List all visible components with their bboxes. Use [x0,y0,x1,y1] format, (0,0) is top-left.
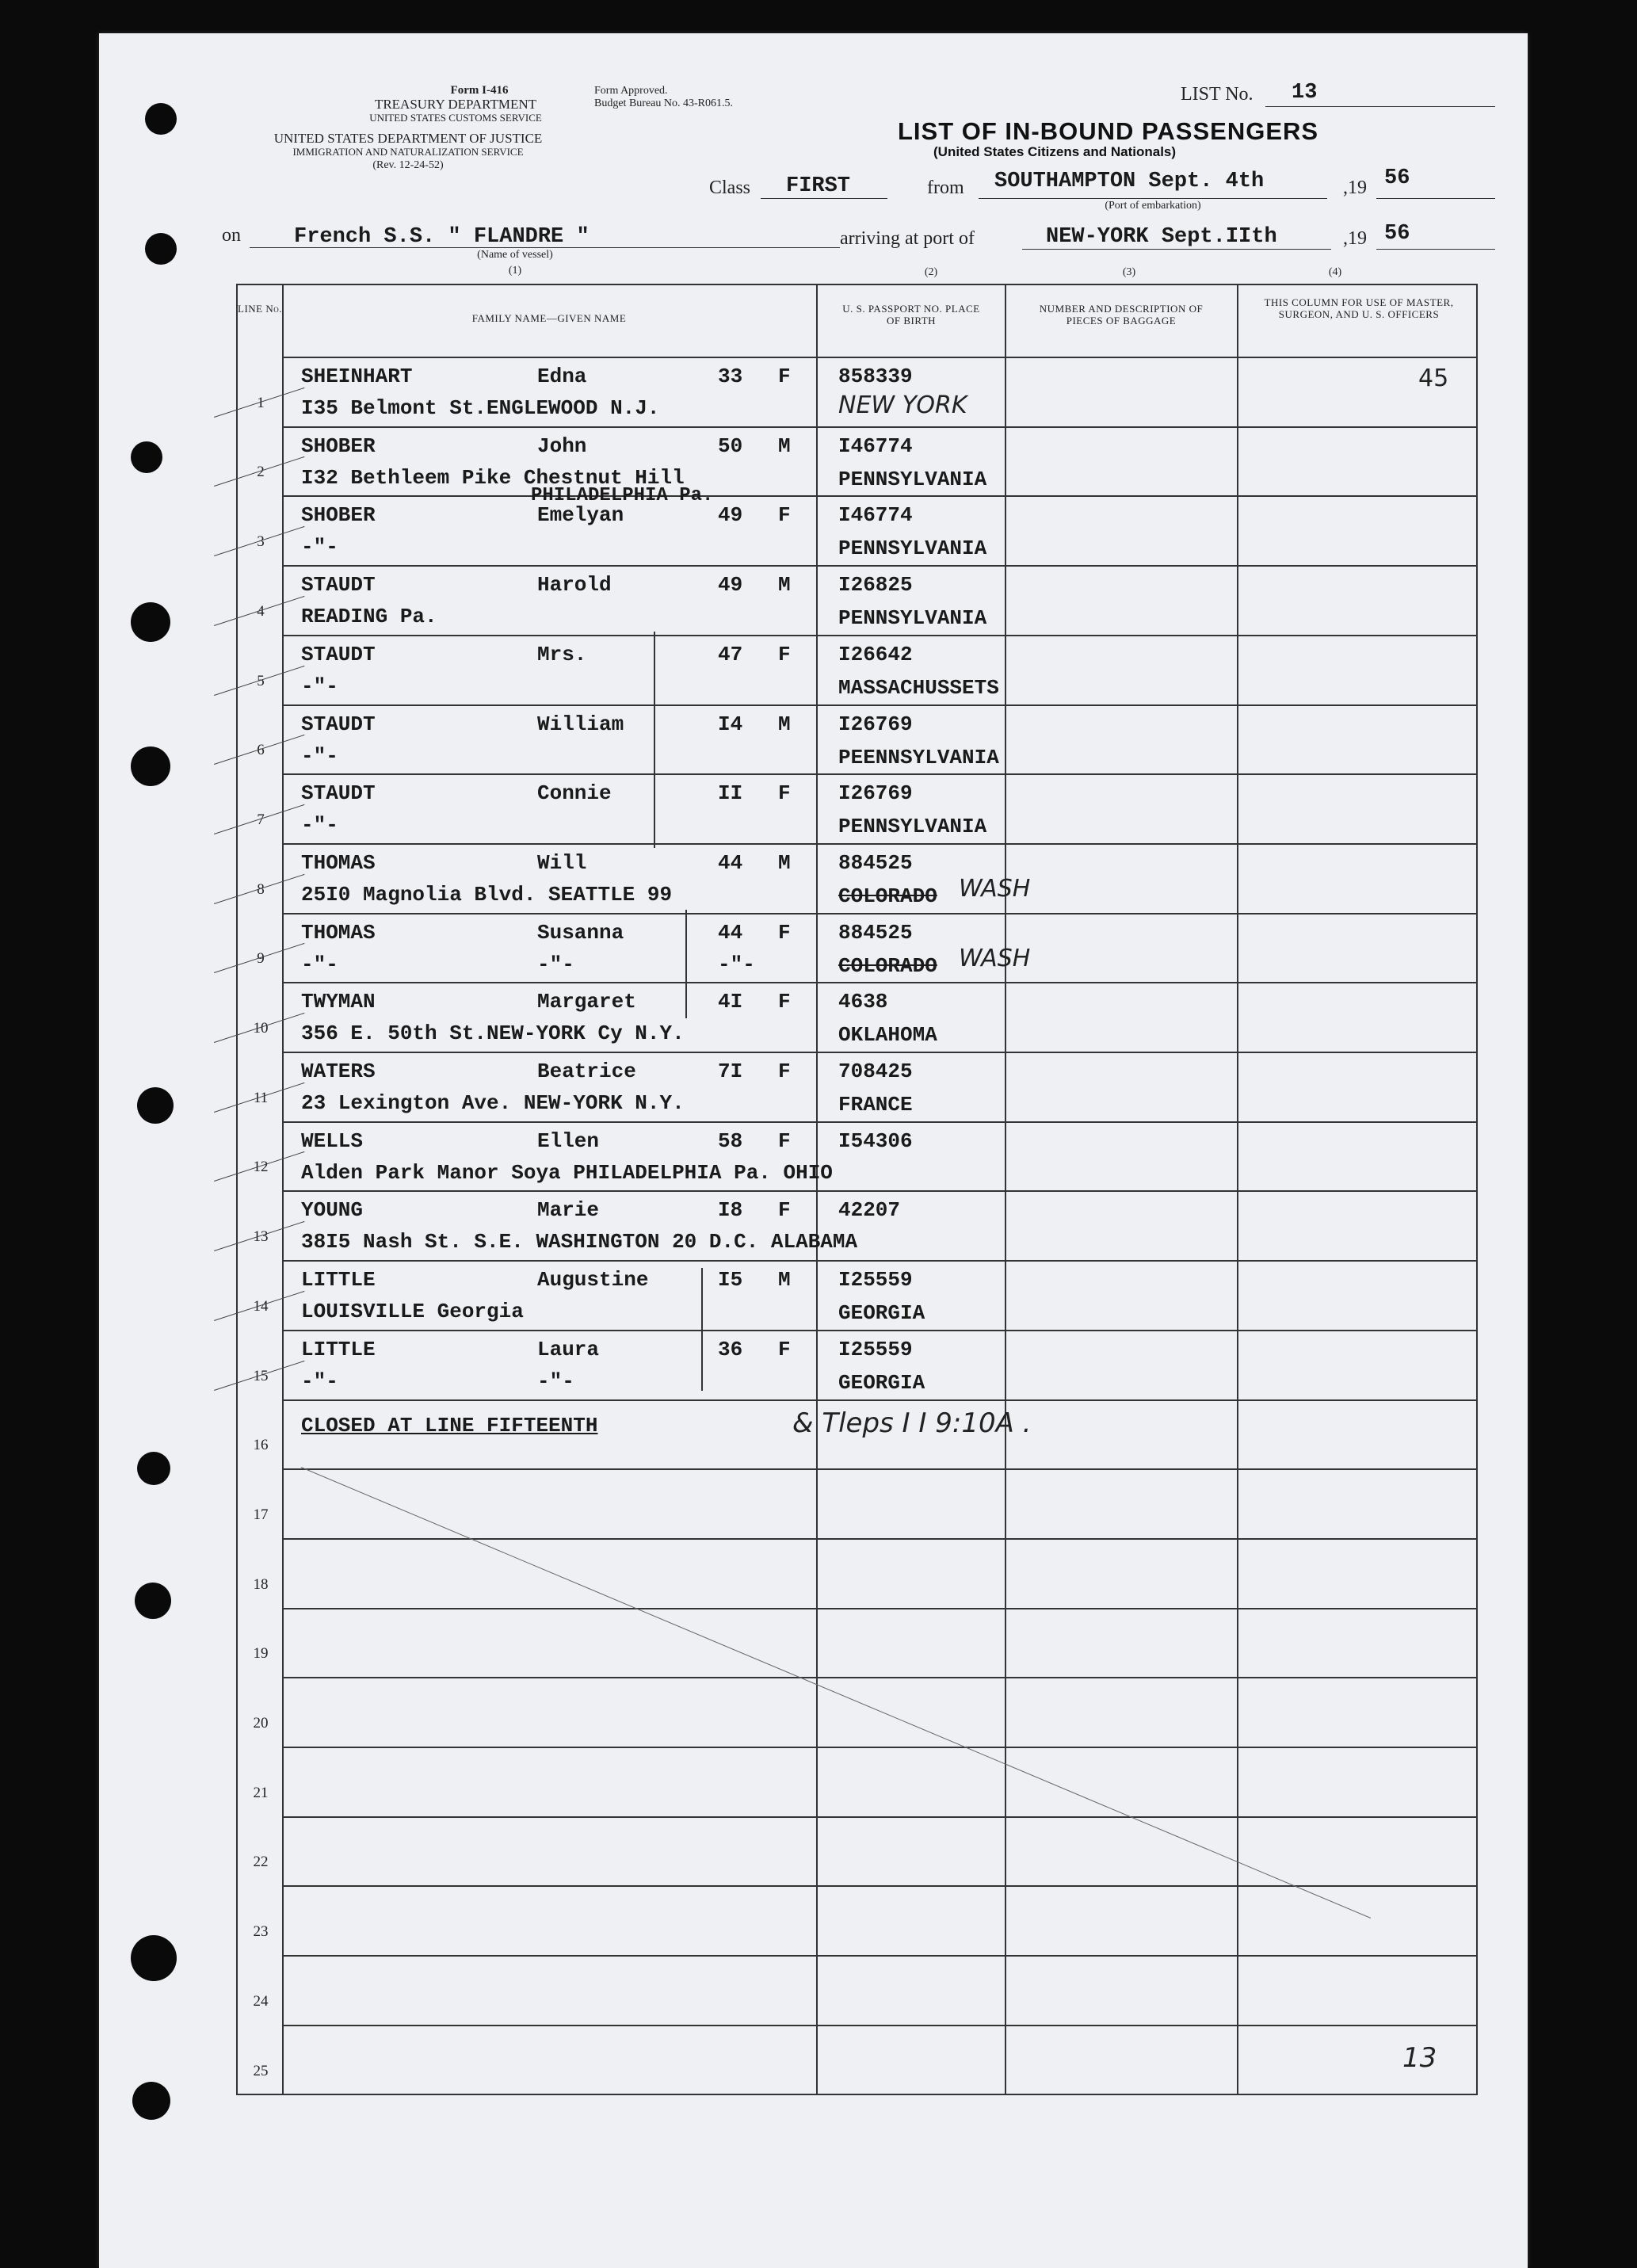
family-name: WATERS [301,1060,376,1083]
line-number: 6 [257,742,265,759]
address: 38I5 Nash St. S.E. WASHINGTON 20 D.C. ALABAMA [301,1230,858,1254]
address: -"- [301,535,338,559]
from-label: from [927,178,964,198]
age: 4I [718,990,743,1014]
list-no-label: LIST No. [1181,84,1254,105]
given-name: Will [537,850,587,875]
family-name: TWYMAN [301,990,376,1014]
family-name: STAUDT [301,573,376,598]
family-name: STAUDT [301,642,376,666]
passport-number: 884525 [838,850,913,875]
passport-number: I26642 [838,642,913,666]
on-label: on [222,225,241,246]
passport-number: I46774 [838,433,913,458]
sex: M [778,433,791,458]
line-number: 18 [253,1575,269,1593]
place-of-birth: PENNSYLVANIA [838,815,987,839]
punch-hole [131,441,162,473]
line-number: 8 [257,880,265,898]
passport-number: 884525 [838,920,913,945]
age: I4 [718,712,743,736]
given-name: Ellen [537,1128,600,1153]
family-name: SHEINHART [301,365,413,388]
treasury-dept: TREASURY DEPARTMENT [374,97,537,112]
sex: F [778,1060,791,1083]
age: 50 [718,433,743,458]
customs-service: UNITED STATES CUSTOMS SERVICE [369,112,542,124]
line-number: 7 [257,811,265,828]
age: 44 [718,920,743,945]
from-value: SOUTHAMPTON Sept. 4th [994,170,1265,193]
place-of-birth: PENNSYLVANIA [838,467,987,491]
address: 356 E. 50th St.NEW-YORK Cy N.Y. [301,1021,685,1046]
given-name: Edna [537,365,587,388]
sex: F [778,1198,791,1223]
passport-number: I25559 [838,1337,913,1361]
col-header-passport: U. S. PASSPORT NO. PLACE OF BIRTH [842,303,980,326]
age: 47 [718,642,743,666]
check-mark [214,735,304,765]
age: 33 [718,365,743,388]
form-approved: Form Approved. [594,85,668,97]
line-number: 16 [253,1437,269,1454]
address: LOUISVILLE Georgia [301,1300,524,1324]
port-embarkation-caption: (Port of embarkation) [1105,200,1201,212]
line-number: 21 [253,1784,269,1801]
check-mark [214,1013,304,1043]
family-name: STAUDT [301,712,376,736]
sex: F [778,990,791,1014]
passport-number: I26769 [838,781,913,806]
arriving-label: arriving at port of [840,228,975,249]
arrival-port: NEW-YORK Sept.IIth [1046,225,1277,249]
passport-number: I26825 [838,573,913,598]
sex: F [778,1128,791,1153]
given-name: Laura [537,1337,600,1361]
punch-hole [145,103,177,135]
line-number: 4 [257,602,265,620]
check-mark [214,874,304,904]
check-mark [214,456,304,487]
line-number: 1 [257,394,265,411]
line-number: 15 [253,1367,269,1384]
line-number: 9 [257,950,265,968]
address-line-2: PHILADELPHIA Pa. [531,484,714,506]
place-of-birth-handwritten: NEW YORK [838,391,967,419]
line-number: 10 [253,1020,269,1037]
age: II [718,781,743,806]
place-of-birth: OKLAHOMA [838,1023,937,1048]
place-of-birth: COLORADO [838,884,937,908]
family-name: SHOBER [301,433,376,458]
page-subtitle: (United States Citizens and Nationals) [933,144,1177,159]
check-mark [214,1151,304,1182]
col-index-1: (1) [508,265,522,277]
class-value: FIRST [786,174,851,198]
check-mark [214,596,304,626]
given-name: Mrs. [537,642,587,666]
place-of-birth: FRANCE [838,1093,913,1117]
officer-note: 45 [1418,365,1449,392]
col-index-3: (3) [1122,266,1136,278]
col-index-2: (2) [924,266,938,278]
form-number: Form I-416 [450,84,509,97]
age: 58 [718,1128,743,1153]
passport-number: I54306 [838,1128,913,1153]
given-name: Beatrice [537,1060,636,1083]
age: 49 [718,573,743,598]
sex: M [778,1268,791,1292]
address: -"- [301,743,338,768]
line-number: 14 [253,1297,269,1315]
line-number: 25 [253,2062,269,2079]
col-header-officers: THIS COLUMN FOR USE OF MASTER, SURGEON, AND U. S. OFFICERS [1264,296,1454,320]
family-name: THOMAS [301,920,376,945]
family-bracket [701,1268,703,1391]
col-header-line: LINE No. [238,303,282,315]
col-header-baggage: NUMBER AND DESCRIPTION OF PIECES OF BAGGAGE [1039,303,1204,326]
punch-hole [132,2082,170,2120]
vessel-name: French S.S. " FLANDRE " [294,225,590,249]
page-title: LIST OF IN-BOUND PASSENGERS [898,117,1319,145]
given-name: John [537,433,587,458]
punch-hole [145,233,177,265]
line-number: 3 [257,533,265,551]
address: READING Pa. [301,605,437,629]
class-label: Class [709,178,751,198]
line-number: 17 [253,1506,269,1523]
ins-service: IMMIGRATION AND NATURALIZATION SERVICE [292,146,524,158]
sex: F [778,1337,791,1361]
age: 44 [718,850,743,875]
place-of-birth: MASSACHUSSETS [838,675,999,700]
passenger-table [236,284,1478,2095]
line-number: 12 [253,1159,269,1176]
address: -"- [301,674,338,698]
line-number: 24 [253,1992,269,2010]
given-name: Marie [537,1198,600,1223]
address: Alden Park Manor Soya PHILADELPHIA Pa. OHIO [301,1160,833,1185]
sex: F [778,920,791,945]
check-mark [214,526,304,556]
line-number: 19 [253,1645,269,1663]
check-mark [214,1082,304,1113]
given-name: Emelyan [537,503,624,528]
check-mark [214,1360,304,1390]
passport-number: 858339 [838,365,913,388]
sex: M [778,712,791,736]
punch-hole [137,1087,174,1124]
check-mark [214,665,304,695]
place-of-birth: GEORGIA [838,1301,925,1326]
passport-number: 4638 [838,990,888,1014]
check-mark [214,388,304,418]
check-mark [214,804,304,834]
passport-number: I46774 [838,503,913,528]
family-name: STAUDT [301,781,376,806]
sex: F [778,365,791,388]
cancel-diagonal-line [301,1467,1371,1919]
year-prefix-2: ,19 [1343,228,1367,249]
col-index-4: (4) [1328,266,1342,278]
manifest-sheet [99,33,1528,2268]
page-number-handwritten: 13 [1402,2041,1437,2074]
passport-number: I25559 [838,1268,913,1292]
passport-number: 42207 [838,1198,901,1223]
age: I5 [718,1268,743,1292]
place-of-birth: GEORGIA [838,1370,925,1395]
punch-hole [131,602,170,642]
family-name: SHOBER [301,503,376,528]
age: 49 [718,503,743,528]
line-number: 11 [253,1089,269,1106]
address: 25I0 Magnolia Blvd. SEATTLE 99 [301,882,673,907]
vessel-caption: (Name of vessel) [477,249,553,261]
address: I32 Bethleem Pike Chestnut Hill [301,465,685,490]
place-of-birth-correction: WASH [959,944,1031,972]
family-bracket [654,632,655,848]
line-number: 23 [253,1923,269,1941]
punch-hole [135,1583,171,1619]
col-header-name: FAMILY NAME—GIVEN NAME [471,312,627,324]
address: -"- [301,1369,338,1393]
passport-number: 708425 [838,1060,913,1083]
place-of-birth-correction: WASH [959,874,1031,903]
address: -"- [301,813,338,838]
given-name-ditto: -"- [537,1369,574,1393]
age: I8 [718,1198,743,1223]
budget-bureau: Budget Bureau No. 43-R061.5. [594,97,733,109]
given-name: Harold [537,573,612,598]
family-name: YOUNG [301,1198,364,1223]
line-number: 13 [253,1228,269,1246]
sex: F [778,642,791,666]
family-name: THOMAS [301,850,376,875]
year-sailing: 56 [1384,166,1410,190]
address: -"- [301,952,338,976]
place-of-birth: COLORADO [838,953,937,978]
given-name: Connie [537,781,612,806]
check-mark [214,943,304,973]
check-mark [214,1221,304,1251]
line-number: 2 [257,464,265,481]
place-of-birth: PEENNSYLVANIA [838,745,999,769]
sex: M [778,850,791,875]
line-number: 5 [257,672,265,689]
place-of-birth: PENNSYLVANIA [838,606,987,631]
punch-hole [131,746,170,786]
closing-statement: CLOSED AT LINE FIFTEENTH [301,1413,598,1438]
passport-number: I26769 [838,712,913,736]
address: 23 Lexington Ave. NEW-YORK N.Y. [301,1091,685,1115]
list-no-value: 13 [1292,81,1318,105]
age: 7I [718,1060,743,1083]
year-prefix: ,19 [1343,178,1367,198]
family-name: LITTLE [301,1268,376,1292]
age-ditto: -"- [718,952,755,976]
sex: M [778,573,791,598]
punch-hole [131,1935,177,1981]
family-name: LITTLE [301,1337,376,1361]
given-name: William [537,712,624,736]
given-name: Susanna [537,920,624,945]
place-of-birth: PENNSYLVANIA [838,536,987,561]
given-name-ditto: -"- [537,952,574,976]
family-bracket [685,910,687,1019]
given-name: Augustine [537,1268,649,1292]
year-arrival: 56 [1384,222,1410,246]
address: I35 Belmont St.ENGLEWOOD N.J. [301,396,660,420]
sex: F [778,781,791,806]
check-mark [214,1291,304,1321]
punch-hole [137,1452,170,1485]
sex: F [778,503,791,528]
line-number: 22 [253,1854,269,1871]
revision: (Rev. 12-24-52) [372,159,444,171]
line-number: 20 [253,1715,269,1732]
age: 36 [718,1337,743,1361]
given-name: Margaret [537,990,636,1014]
closing-signature: & Tleps I I 9:10A . [792,1407,1032,1439]
justice-dept: UNITED STATES DEPARTMENT OF JUSTICE [273,131,543,146]
family-name: WELLS [301,1128,364,1153]
